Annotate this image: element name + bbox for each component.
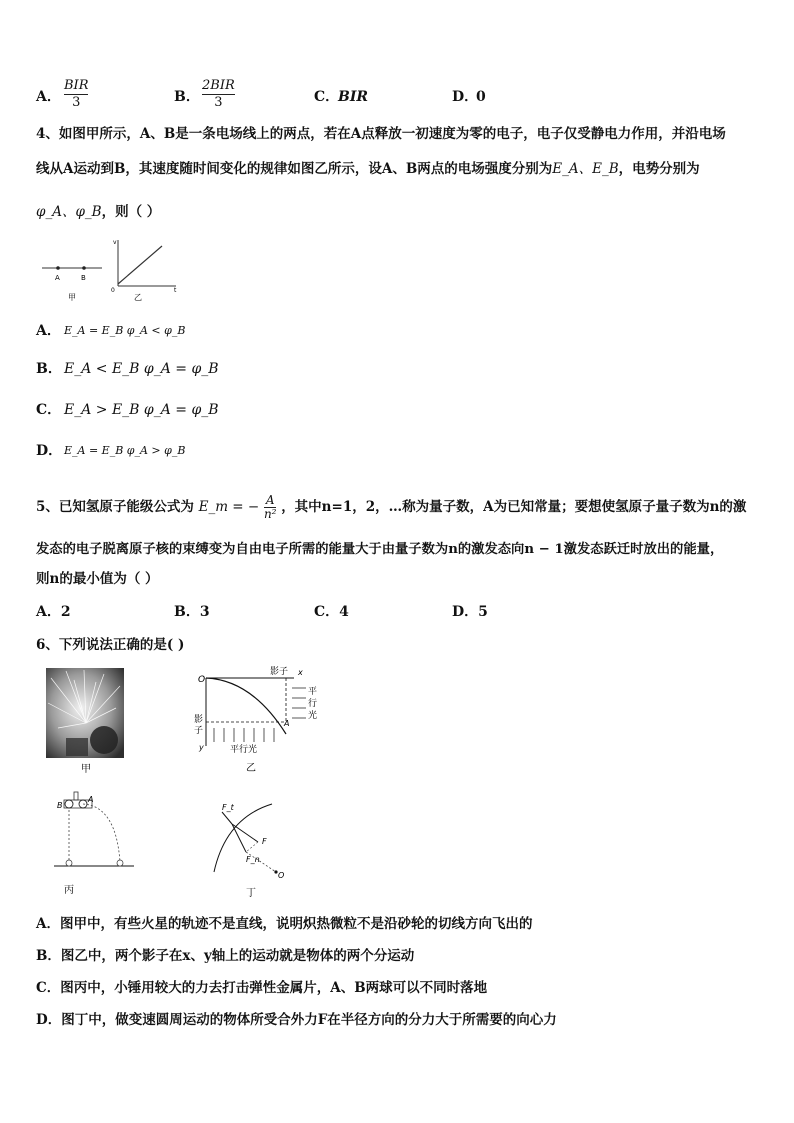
q3-option-b-fraction xyxy=(202,79,235,110)
q5-option-c: C．4 xyxy=(314,604,349,620)
q5-stem-start: 5、已知氢原子能级公式为 xyxy=(36,499,194,515)
q5-option-a: A．2 xyxy=(36,604,71,620)
grinding-wheel xyxy=(90,726,118,754)
parallel-light-right-3: 光 xyxy=(308,711,318,721)
hammer xyxy=(74,792,78,800)
q5-formula-fraction xyxy=(264,494,277,521)
q4-option-c-label: C． xyxy=(36,402,62,418)
point-b-label: B xyxy=(81,274,86,282)
q4-option-a: E_A = E_B φ_A < φ_B xyxy=(64,324,186,337)
q4-figure xyxy=(38,236,188,306)
q6-figure-bing xyxy=(52,788,142,898)
parallel-light-bottom-label: 平行光 xyxy=(230,745,258,755)
q6-figure-yi xyxy=(190,664,330,776)
shadow-left-label-1: 影 xyxy=(194,715,204,725)
q6-option-b: B．图乙中，两个影子在x、y轴上的运动就是物体的两个分运动 xyxy=(36,948,415,964)
f-vector xyxy=(232,824,258,842)
ft-vector xyxy=(222,812,232,824)
q5-option-d: D．5 xyxy=(452,604,488,620)
q3-option-d-label: D． xyxy=(452,89,479,105)
q6-figure-jia xyxy=(46,668,126,778)
q3-option-a-label: A． xyxy=(36,89,61,105)
q3-option-d-value: 0 xyxy=(476,89,486,105)
q5-formula-lhs: E_m = − xyxy=(198,499,260,515)
q6-option-d: D．图丁中，做变速圆周运动的物体所受合外力F在半径方向的分力大于所需要的向心力 xyxy=(36,1012,557,1028)
parallel-light-left-arrows xyxy=(292,688,306,718)
shadow-top-label: 影子 xyxy=(270,667,289,677)
q3-option-b-label: B． xyxy=(174,89,200,105)
ball-b-label: B xyxy=(57,801,63,810)
hand-shadow xyxy=(66,738,88,756)
q6-option-a: A．图甲中，有些火星的轨迹不是直线，说明炽热微粒不是沿砂轮的切线方向飞出的 xyxy=(36,916,533,932)
t-axis-label: t xyxy=(174,287,177,294)
parallel-light-right-1: 平 xyxy=(308,687,318,697)
q4-figure-yi xyxy=(111,239,177,302)
ball-a-label: A xyxy=(88,795,94,804)
ball-a-path xyxy=(83,804,120,862)
q4-option-c: E_A > E_B φ_A = φ_B xyxy=(64,402,219,418)
q4-option-a-label: A． xyxy=(36,323,61,339)
q4-stem-line2 xyxy=(36,160,700,178)
q5-stem-line2: 发态的电子脱离原子核的束缚变为自由电子所需的能量大于由量子数为n的激发态向n − 1激发态跃迁时放出的能量， xyxy=(36,542,724,557)
y-axis-label: y xyxy=(199,743,204,752)
f-label: F xyxy=(262,837,267,846)
q3-option-a-denominator: 3 xyxy=(72,95,81,110)
v-t-line xyxy=(118,246,162,284)
q5-option-b: B．3 xyxy=(174,604,210,620)
q5-stem-line1-end: ，其中n=1，2，…称为量子数，A为已知常量；要想使氢原子量子数为n的激 xyxy=(281,499,747,515)
q3-option-c-label: C． xyxy=(314,89,340,105)
ft-label: F_t xyxy=(222,803,234,812)
origin-o-label: O xyxy=(198,675,206,685)
q6-stem: 6、下列说法正确的是( ) xyxy=(36,637,185,653)
q4-stem-line3-symbols: φ_A、φ_B xyxy=(36,204,102,220)
q4-stem-line1: 4、如图甲所示，A、B是一条电场线上的两点，若在A点释放一初速度为零的电子，电子仅受静电力作用，并沿电场 xyxy=(36,126,726,142)
q4-stem-line2-end: ，电势分别为 xyxy=(618,161,700,177)
fig-ding-caption: 丁 xyxy=(246,888,256,899)
fig-jia-caption: 甲 xyxy=(68,293,76,302)
q5-stem-line3: 则n的最小值为（ ） xyxy=(36,571,159,587)
point-a-label: A xyxy=(284,719,290,728)
q3-option-a-numerator: BIR xyxy=(64,78,89,93)
q6-option-c: C．图丙中，小锤用较大的力去打击弹性金属片，A、B两球可以不同时落地 xyxy=(36,980,488,996)
trajectory-curve xyxy=(206,678,286,734)
shadow-left-label-2: 子 xyxy=(194,726,204,736)
q4-stem-line2-symbols: E_A、E_B xyxy=(552,161,619,177)
fn-vector xyxy=(232,824,246,852)
q4-stem-line3-end: ，则（ ） xyxy=(101,204,161,220)
origin-label: 0 xyxy=(111,287,115,294)
q3-option-b-numerator: 2BIR xyxy=(202,78,235,93)
fig-yi-caption: 乙 xyxy=(134,293,142,302)
q5-stem-line1 xyxy=(36,494,746,521)
q3-option-b-denominator: 3 xyxy=(214,95,223,110)
ball-b xyxy=(65,800,73,808)
q3-option-a-fraction xyxy=(64,79,88,110)
ball-b-landing xyxy=(66,860,72,866)
q4-option-d: E_A = E_B φ_A > φ_B xyxy=(64,444,186,457)
q4-option-b-label: B． xyxy=(36,361,62,377)
q4-stem-line2-text: 线从A运动到B，其速度随时间变化的规律如图乙所示，设A、B两点的电场强度分别为 xyxy=(36,161,553,177)
v-axis-label: v xyxy=(113,239,117,246)
fig-yi-caption: 乙 xyxy=(246,763,256,774)
point-b xyxy=(82,266,86,270)
q6-figure-ding xyxy=(196,800,306,902)
fig-bing-caption: 丙 xyxy=(64,885,74,896)
q3-option-c-value: BIR xyxy=(338,89,369,105)
q4-stem-line3 xyxy=(36,203,160,221)
ball-a-landing xyxy=(117,860,123,866)
q4-option-b: E_A < E_B φ_A = φ_B xyxy=(64,361,219,377)
component-dashed-1 xyxy=(246,842,258,852)
q5-formula-denominator: n² xyxy=(263,507,277,521)
parallel-light-right-2: 行 xyxy=(308,699,318,709)
parallel-light-up-arrows xyxy=(214,728,274,742)
center-o-label: O xyxy=(278,871,285,880)
point-a xyxy=(56,266,60,270)
fn-label: F_n xyxy=(246,855,260,864)
x-axis-label: x xyxy=(298,668,303,677)
fig-jia-caption: 甲 xyxy=(81,764,91,775)
q5-formula-numerator: A xyxy=(265,493,275,507)
point-a-label: A xyxy=(55,274,60,282)
q4-figure-jia xyxy=(42,266,102,302)
q4-option-d-label: D． xyxy=(36,443,63,459)
